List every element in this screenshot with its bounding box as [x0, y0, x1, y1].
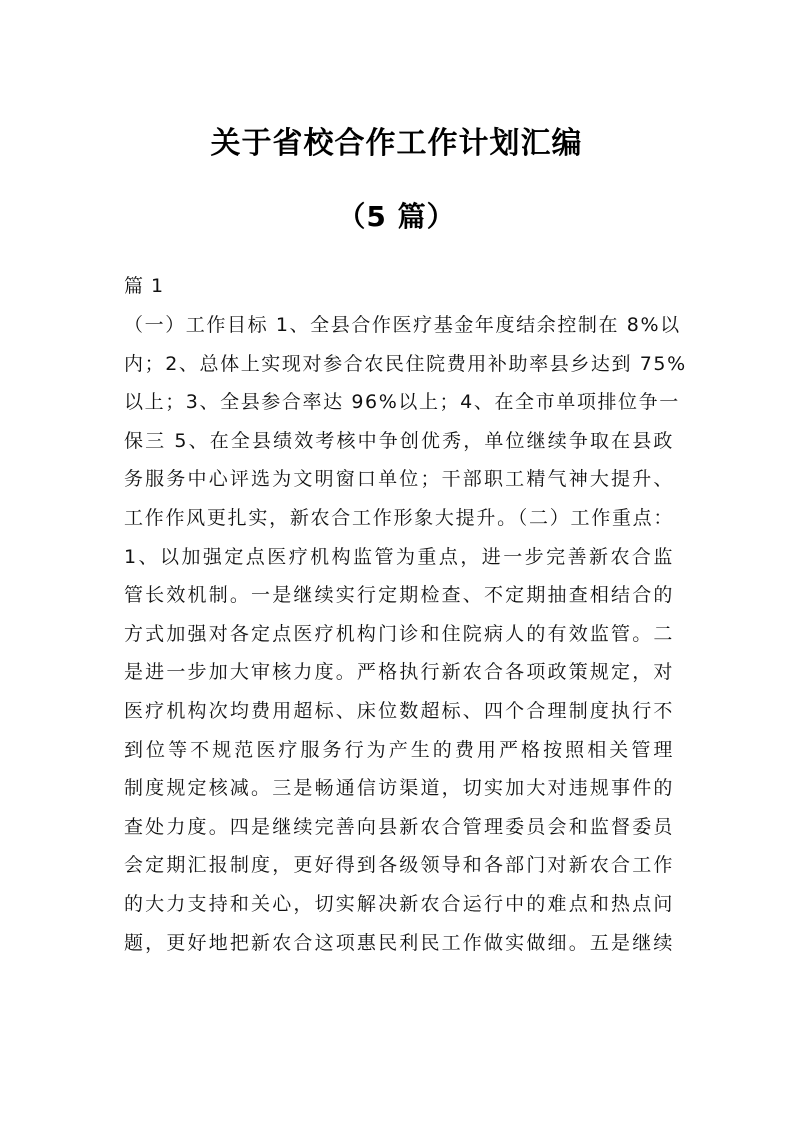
body-text-line: 到位等不规范医疗服务行为产生的费用严格按照相关管理 — [124, 738, 674, 761]
body-text-line: 是进一步加大审核力度。严格执行新农合各项政策规定，对 — [124, 661, 674, 684]
body-text-line: 管长效机制。一是继续实行定期检查、不定期抽查相结合的 — [124, 584, 674, 607]
body-text-line: 制度规定核减。三是畅通信访渠道，切实加大对违规事件的 — [124, 777, 674, 800]
body-text-line: 医疗机构次均费用超标、床位数超标、四个合理制度执行不 — [124, 699, 674, 722]
body-text-line: 保三 5、在全县绩效考核中争创优秀，单位继续争取在县政 — [124, 429, 674, 452]
body-text-line: 查处力度。四是继续完善向县新农合管理委员会和监督委员 — [124, 815, 674, 838]
body-text-line: 工作作风更扎实，新农合工作形象大提升。（二）工作重点： — [124, 506, 674, 529]
body-text-line: 内；2、总体上实现对参合农民住院费用补助率县乡达到 75% — [124, 352, 687, 375]
body-text-line: 务服务中心评选为文明窗口单位；干部职工精气神大提升、 — [124, 468, 674, 491]
body-text-line: 以上；3、全县参合率达 96%以上；4、在全市单项排位争一 — [124, 391, 680, 414]
body-text-line: 会定期汇报制度，更好得到各级领导和各部门对新农合工作 — [124, 854, 674, 877]
body-text-line: 的大力支持和关心，切实解决新农合运行中的难点和热点问 — [124, 892, 674, 915]
document-body — [124, 266, 687, 962]
body-text-line: 1、以加强定点医疗机构监管为重点，进一步完善新农合监 — [124, 545, 674, 568]
document-subtitle: （5 篇） — [337, 200, 456, 233]
section-label: 篇 1 — [124, 275, 165, 297]
body-text-line: 方式加强对各定点医疗机构门诊和住院病人的有效监管。二 — [124, 622, 674, 645]
body-text-line: 题，更好地把新农合这项惠民利民工作做实做细。五是继续 — [124, 931, 674, 954]
body-text-line: （一）工作目标 1、全县合作医疗基金年度结余控制在 8%以 — [124, 314, 681, 336]
document-title: 关于省校合作工作计划汇编 — [210, 126, 583, 161]
